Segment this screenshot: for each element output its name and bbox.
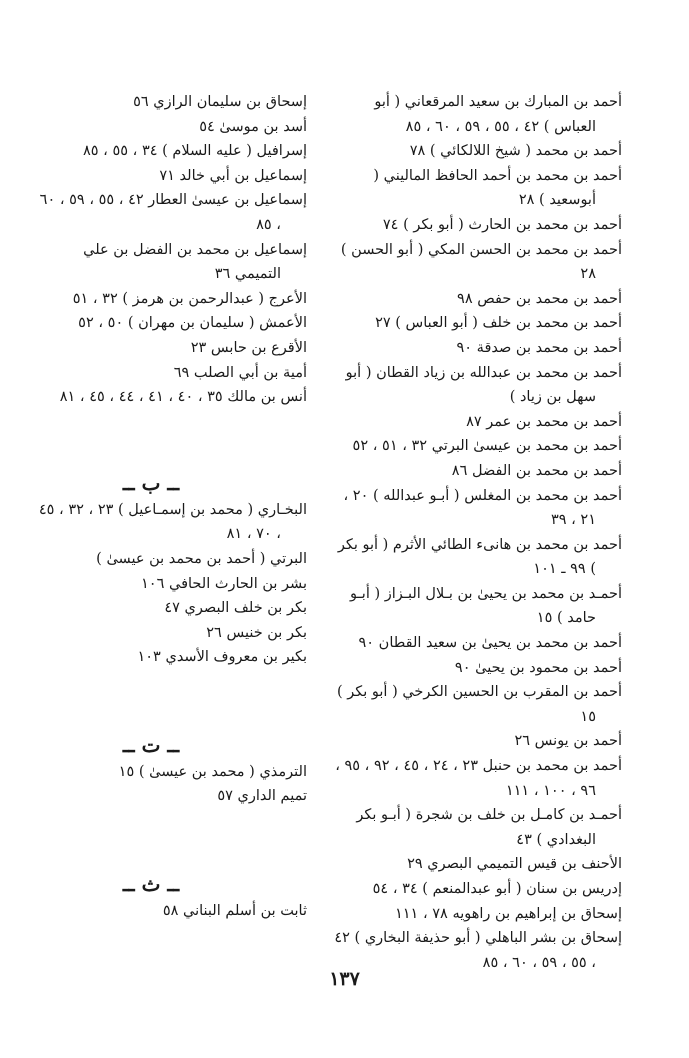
index-entry: أسد بن موسىٰ ٥٤ — [199, 118, 307, 135]
index-entry: إسحاق بن إبراهيم بن راهويه ٧٨ ، ١١١ — [394, 905, 622, 922]
index-entry: تميم الداري ٥٧ — [217, 788, 307, 805]
index-entry: أحمد بن محمد بن عبدالله بن زياد القطان ( أبو سهل بن زياد ) — [345, 364, 622, 406]
index-entry: أحمد بن محمد بن صدقة ٩٠ — [456, 339, 622, 356]
index-entry: أمية بن أبي الصلب ٦٩ — [173, 364, 307, 381]
index-entry: أحمد بن المبارك بن سعيد المرقعاني ( أبو العباس ) ٤٢ ، ٥٥ ، ٥٩ ، ٦٠ ، ٨٥ — [374, 94, 622, 135]
index-entry: أحمـد بن كامـل بن خلف بن شجرة ( أبـو بكر البغدادي ) ٤٣ — [356, 807, 622, 848]
ba-section — [35, 498, 307, 670]
index-entry: بكر بن خنيس ٢٦ — [206, 624, 307, 641]
index-entry: أحمد بن محمد بن المغلس ( أبـو عبدالله ) ٢٠ ، ٢١ ، ٣٩ — [343, 487, 622, 529]
index-entry: أنس بن مالك ٣٥ ، ٤٠ ، ٤١ ، ٤٤ ، ٤٥ ، ٨١ — [59, 389, 307, 406]
index-column-left — [35, 90, 307, 924]
index-entry: أحمد بن محمد بن الفضل ٨٦ — [451, 462, 622, 479]
index-entry: البخـاري ( محمد بن إسمـاعيل ) ٢٣ ، ٣٢ ، ٤٥ ، ٧٠ ، ٨١ — [38, 501, 307, 543]
index-entry: أحمد بن محمد بن حفص ٩٨ — [457, 290, 622, 307]
index-entry: أحمد بن محمد بن يحيىٰ بن سعيد القطان ٩٠ — [358, 635, 622, 652]
index-entry: أحمد بن محمد بن هانىء الطائي الأثرم ( أبو بكر ) ٩٩ ـ ١٠١ — [337, 536, 622, 578]
index-entry: أحمد بن محمد بن الحارث ( أبو بكر ) ٧٤ — [382, 216, 622, 233]
index-entry: بشر بن الحارث الحافي ١٠٦ — [141, 575, 307, 592]
index-entry: أحمد بن محمد بن عمر ٨٧ — [466, 413, 622, 430]
index-entry: أحمد بن محمد بن الحسن المكي ( أبو الحسن ) ٢٨ — [340, 241, 622, 283]
index-entry: إسحاق بن سليمان الرازي ٥٦ — [133, 94, 307, 110]
index-entry: إدريس بن سنان ( أبو عبدالمنعم ) ٣٤ ، ٥٤ — [372, 881, 622, 897]
index-entry: إسماعيل بن محمد بن الفضل بن علي التميمي ٣٦ — [83, 241, 307, 283]
index-entry: الأحنف بن قيس التميمي البصري ٢٩ — [407, 856, 622, 873]
index-entry: الأقرع بن حابس ٢٣ — [190, 339, 307, 356]
index-entry: أحمد بن محمد بن خلف ( أبو العباس ) ٢٧ — [375, 315, 622, 332]
index-entry: أحمـد بن محمد بن يحيىٰ بن بـلال البـزاز ( أبـو حامد ) ١٥ — [350, 585, 622, 627]
tha-section — [35, 899, 307, 924]
index-entry: أحمد بن محمد بن حنبل ٢٣ ، ٢٤ ، ٤٥ ، ٩٢ ، ٩٥ ، ٩٦ ، ١٠٠ ، ١١١ — [335, 758, 622, 799]
index-entry: الأعرج ( عبدالرحمن بن هرمز ) ٣٢ ، ٥١ — [72, 290, 307, 307]
alif-section — [35, 90, 307, 410]
index-entry: الترمذي ( محمد بن عيسىٰ ) ١٥ — [118, 763, 307, 780]
letter-heading-tha: ــ ث ــ — [122, 872, 180, 897]
index-entry: بكير بن معروف الأسدي ١٠٣ — [137, 649, 307, 666]
ta-section — [35, 760, 307, 809]
page-number: ١٣٧ — [329, 968, 360, 990]
index-entry: أحمد بن محمد بن عيسىٰ البرتي ٣٢ ، ٥١ ، ٥٢ — [352, 438, 622, 455]
index-entry: بكر بن خلف البصري ٤٧ — [164, 600, 307, 617]
letter-heading-ta: ــ ت ــ — [122, 732, 180, 757]
index-entry: إسماعيل بن أبي خالد ٧١ — [159, 167, 307, 184]
index-entry: الأعمش ( سليمان بن مهران ) ٥٠ ، ٥٢ — [78, 315, 307, 332]
index-entry: إسماعيل بن عيسىٰ العطار ٤٢ ، ٥٥ ، ٥٩ ، ٦٠ ، ٨٥ — [39, 192, 307, 233]
index-entry: أحمد بن المقرب بن الحسين الكرخي ( أبو بكر ) ١٥ — [336, 684, 622, 725]
index-entry: البرتي ( أحمد بن محمد بن عيسىٰ ) — [96, 550, 307, 567]
index-entry: إسرافيل ( عليه السلام ) ٣٤ ، ٥٥ ، ٨٥ — [82, 143, 307, 160]
index-entry: ثابت بن أسلم البناني ٥٨ — [162, 903, 307, 920]
index-entry: أحمد بن محمد ( شيخ اللالكائي ) ٧٨ — [409, 143, 622, 160]
index-entry: أحمد بن محمد بن أحمد الحافظ الماليني ( أبوسعيد ) ٢٨ — [373, 167, 622, 209]
index-entry: أحمد بن محمود بن يحيىٰ ٩٠ — [454, 659, 622, 676]
letter-heading-ba: ــ ب ــ — [122, 470, 180, 495]
index-column-right — [332, 90, 622, 975]
index-entry: إسحاق بن بشر الباهلي ( أبو حذيفة البخاري ) ٤٢ ، ٥٥ ، ٥٩ ، ٦٠ ، ٨٥ — [334, 930, 622, 971]
index-entry: أحمد بن يونس ٢٦ — [514, 733, 622, 750]
